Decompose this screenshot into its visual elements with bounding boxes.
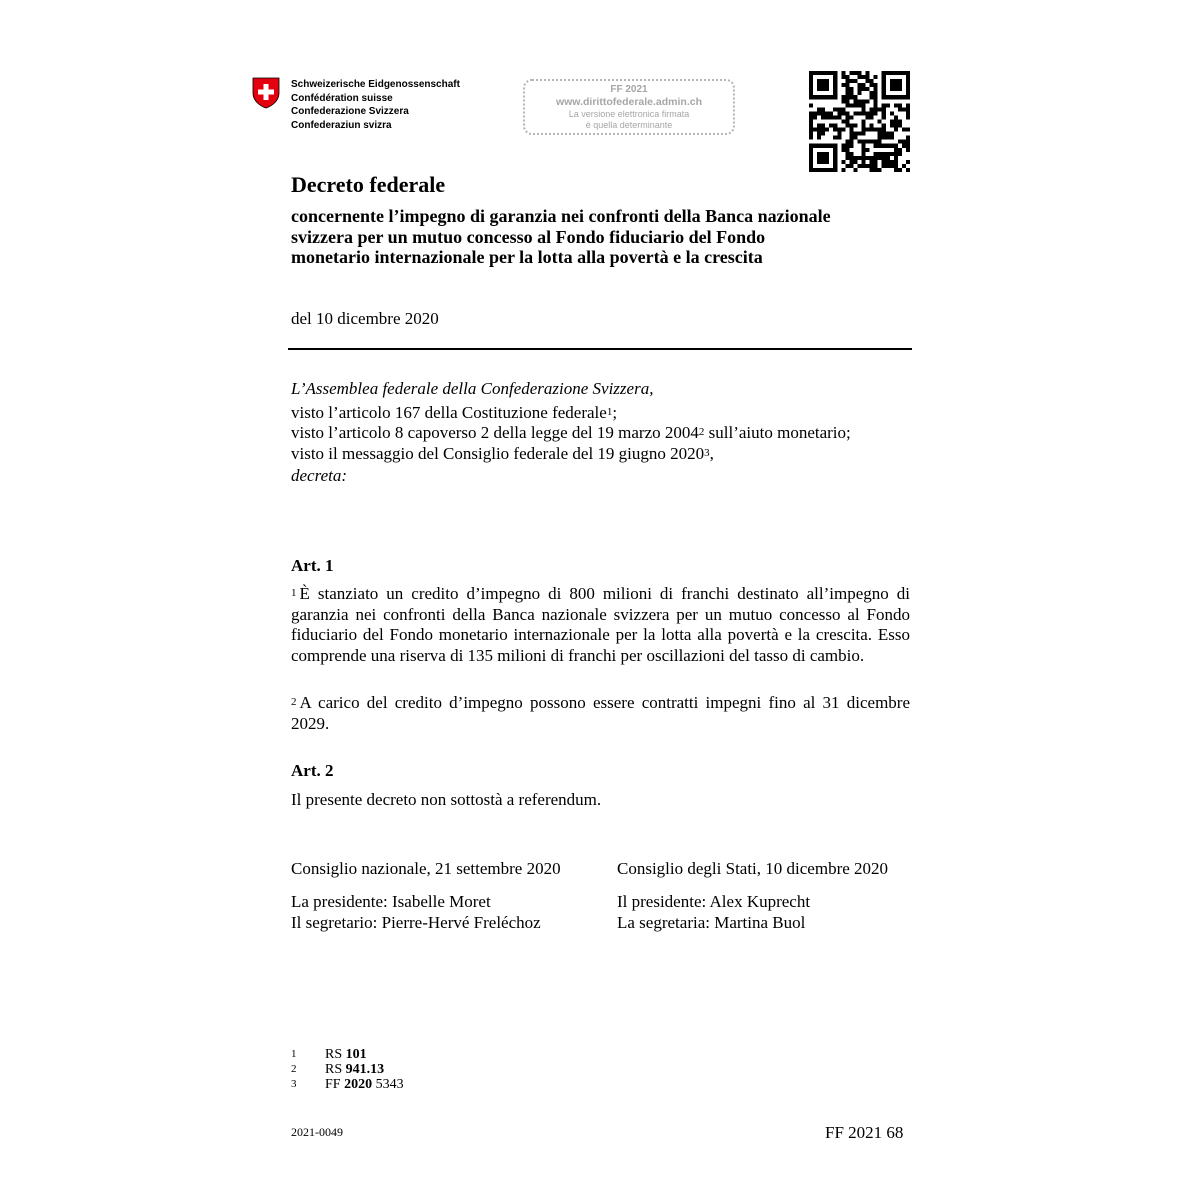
confederation-name-rm: Confederaziun svizra <box>291 119 392 131</box>
preamble-line <box>291 403 851 424</box>
title-divider <box>288 348 912 350</box>
footnote-ref[interactable]: 3 <box>704 446 710 459</box>
swiss-cross-icon <box>252 77 280 109</box>
qr-code-icon <box>809 71 910 172</box>
document-date: del 10 dicembre 2020 <box>291 309 439 328</box>
footnote-number: 3 <box>291 1078 297 1090</box>
article-2-paragraph <box>291 790 910 811</box>
preamble-line-text: visto il messaggio del Consiglio federale del 19 giugno 2020 <box>291 443 705 463</box>
paragraph-number: 2 <box>291 696 297 708</box>
footnote-suffix: 5343 <box>375 1077 404 1092</box>
paragraph-text: È stanziato un credito d’impegno di 800 milioni di franchi destinato all’impegno di garanzia nei confronti della Banca nazionale svizzera per un mutuo concesso al Fondo fiduciario del Fondo monetario internazionale per la lotta alla povertà e la crescita. Esso comprende una riserva di 135 milioni di franchi per oscillazioni del tasso di cambio. <box>291 584 910 665</box>
footnote-number: 1 <box>291 1048 297 1060</box>
footnote-ref-bold: 2020 <box>344 1077 373 1092</box>
document-number: 2021-0049 <box>291 1125 343 1139</box>
stamp-website: www.dirittofederale.admin.ch <box>555 96 703 108</box>
paragraph-text: Il presente decreto non sottostà a referendum. <box>291 790 602 809</box>
council-name: Consiglio nazionale, 21 settembre 2020 <box>291 859 561 878</box>
paragraph-text: A carico del credito d’impegno possono essere contratti impegni fino al 31 dicembre 2029. <box>291 693 910 733</box>
preamble-line-text: visto l’articolo 167 della Costituzione federale <box>291 402 607 422</box>
document-subtitle <box>291 206 831 268</box>
confederation-name-it: Confederazione Svizzera <box>291 106 409 117</box>
stamp-note-1: La versione elettronica firmata <box>568 109 690 119</box>
confederation-names <box>291 78 460 132</box>
preamble <box>291 379 851 487</box>
preamble-decreta: decreta: <box>291 466 348 485</box>
footnote-prefix: RS <box>325 1047 343 1062</box>
footnote <box>291 1062 404 1077</box>
footnote <box>291 1077 404 1092</box>
subtitle-line: concernente l’impegno di garanzia nei confronti della Banca nazionale <box>291 206 831 226</box>
footnote-ref[interactable]: 2 <box>698 426 705 438</box>
president-name: La presidente: Isabelle Moret <box>291 892 491 911</box>
document-title: Decreto federale <box>291 172 446 197</box>
subtitle-line: svizzera per un mutuo concesso al Fondo fiduciario del Fondo <box>291 226 766 247</box>
article-1-title: Art. 1 <box>291 556 334 575</box>
confederation-name-fr: Confédération suisse <box>291 92 393 104</box>
president-name: Il presidente: Alex Kuprecht <box>617 892 811 911</box>
footnote-prefix: FF <box>325 1077 341 1092</box>
confederation-name-de: Schweizerische Eidgenossenschaft <box>291 79 460 90</box>
signature-block-right <box>617 858 888 933</box>
page-reference: FF 2021 68 <box>825 1123 904 1142</box>
electronic-signature-stamp <box>523 79 735 135</box>
footnotes <box>291 1047 404 1092</box>
paragraph-number: 1 <box>291 587 297 599</box>
footnote <box>291 1047 404 1062</box>
footnote-ref-bold: 941.13 <box>345 1062 385 1077</box>
footnote-prefix: RS <box>325 1062 343 1077</box>
footnote-number: 2 <box>291 1063 297 1075</box>
secretary-name: La segretaria: Martina Buol <box>617 913 806 932</box>
secretary-name: Il segretario: Pierre-Hervé Freléchoz <box>291 913 541 932</box>
article-2-title: Art. 2 <box>291 761 334 780</box>
signature-block-left <box>291 858 561 933</box>
preamble-assembly: L’Assemblea federale della Confederazione Svizzera, <box>291 379 654 398</box>
footnote-ref[interactable]: 1 <box>606 405 613 418</box>
article-1-paragraph-2 <box>291 693 910 734</box>
subtitle-line: monetario internazionale per la lotta alla povertà e la crescita <box>291 247 763 267</box>
preamble-line-tail: sull’aiuto monetario; <box>704 423 851 442</box>
preamble-line-tail: , <box>709 443 714 463</box>
article-1-paragraph-1 <box>291 584 910 666</box>
preamble-line-tail: ; <box>612 402 618 422</box>
preamble-line-text: visto l’articolo 8 capoverso 2 della legge del 19 marzo 2004 <box>291 423 699 442</box>
stamp-ff-year: FF 2021 <box>610 84 648 95</box>
stamp-note-2: è quella determinante <box>585 120 673 130</box>
footnote-ref-bold: 101 <box>345 1047 367 1062</box>
council-name: Consiglio degli Stati, 10 dicembre 2020 <box>617 859 889 878</box>
preamble-line <box>291 444 851 465</box>
preamble-line <box>291 423 851 444</box>
